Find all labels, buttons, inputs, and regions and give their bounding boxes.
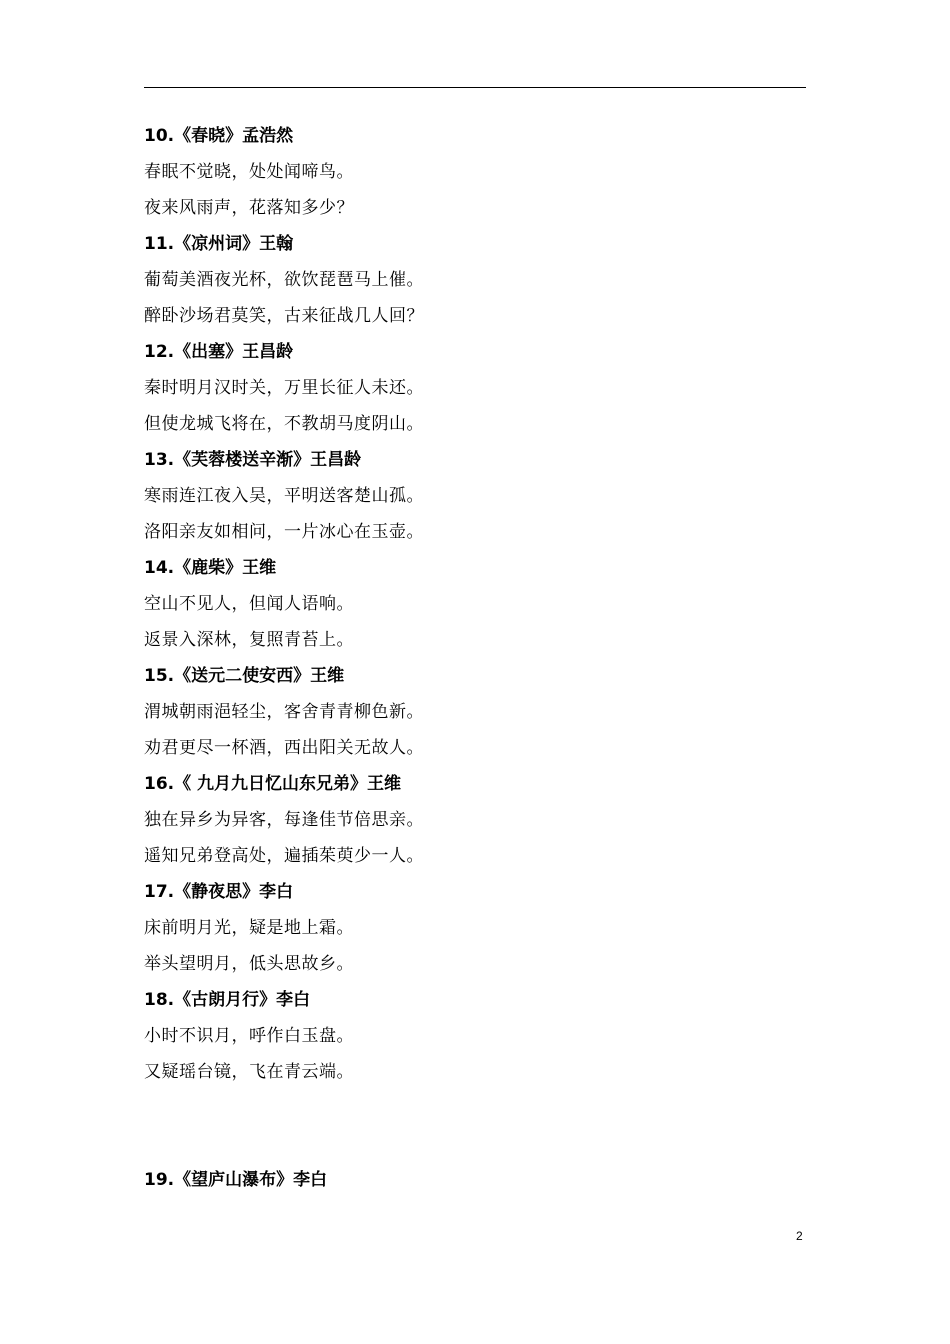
poem-17 (144, 874, 806, 982)
poem-line: 夜来风雨声，花落知多少？ (144, 198, 354, 218)
poem-15 (144, 658, 806, 766)
poem-line: 葡萄美酒夜光杯，欲饮琵琶马上催。 (144, 270, 424, 290)
poem-line: 但使龙城飞将在，不教胡马度阴山。 (144, 414, 424, 434)
poem-title: 14.《鹿柴》王维 (144, 558, 277, 578)
poem-14 (144, 550, 806, 658)
poem-10 (144, 118, 806, 226)
poem-line: 劝君更尽一杯酒，西出阳关无故人。 (144, 738, 424, 758)
page-number: 2 (796, 1229, 803, 1243)
poem-line: 醉卧沙场君莫笑，古来征战几人回？ (144, 306, 424, 326)
poem-18 (144, 982, 806, 1090)
poem-title: 16.《 九月九日忆山东兄弟》王维 (144, 774, 402, 794)
poem-title: 19.《望庐山瀑布》李白 (144, 1170, 328, 1190)
poem-line: 又疑瑶台镜，飞在青云端。 (144, 1062, 354, 1082)
poem-19 (144, 1162, 806, 1198)
poem-title: 15.《送元二使安西》王维 (144, 666, 345, 686)
poem-list (144, 118, 806, 1198)
poem-line: 返景入深林，复照青苔上。 (144, 630, 354, 650)
poem-13 (144, 442, 806, 550)
poem-title: 11.《凉州词》王翰 (144, 234, 294, 254)
poem-line: 遥知兄弟登高处，遍插茱萸少一人。 (144, 846, 424, 866)
header-rule (144, 87, 806, 88)
poem-line: 春眠不觉晓，处处闻啼鸟。 (144, 162, 354, 182)
spacer (144, 1090, 806, 1162)
poem-title: 10.《春晓》孟浩然 (144, 126, 294, 146)
poem-line: 秦时明月汉时关，万里长征人未还。 (144, 378, 424, 398)
poem-line: 洛阳亲友如相问，一片冰心在玉壶。 (144, 522, 424, 542)
poem-line: 独在异乡为异客，每逢佳节倍思亲。 (144, 810, 424, 830)
poem-line: 寒雨连江夜入吴，平明送客楚山孤。 (144, 486, 424, 506)
poem-title: 12.《出塞》王昌龄 (144, 342, 294, 362)
poem-line: 举头望明月，低头思故乡。 (144, 954, 354, 974)
poem-title: 18.《古朗月行》李白 (144, 990, 311, 1010)
poem-title: 13.《芙蓉楼送辛渐》王昌龄 (144, 450, 362, 470)
poem-line: 渭城朝雨浥轻尘，客舍青青柳色新。 (144, 702, 424, 722)
poem-line: 床前明月光，疑是地上霜。 (144, 918, 354, 938)
poem-16 (144, 766, 806, 874)
poem-line: 小时不识月，呼作白玉盘。 (144, 1026, 354, 1046)
poem-12 (144, 334, 806, 442)
poem-11 (144, 226, 806, 334)
poem-line: 空山不见人，但闻人语响。 (144, 594, 354, 614)
poem-title: 17.《静夜思》李白 (144, 882, 294, 902)
